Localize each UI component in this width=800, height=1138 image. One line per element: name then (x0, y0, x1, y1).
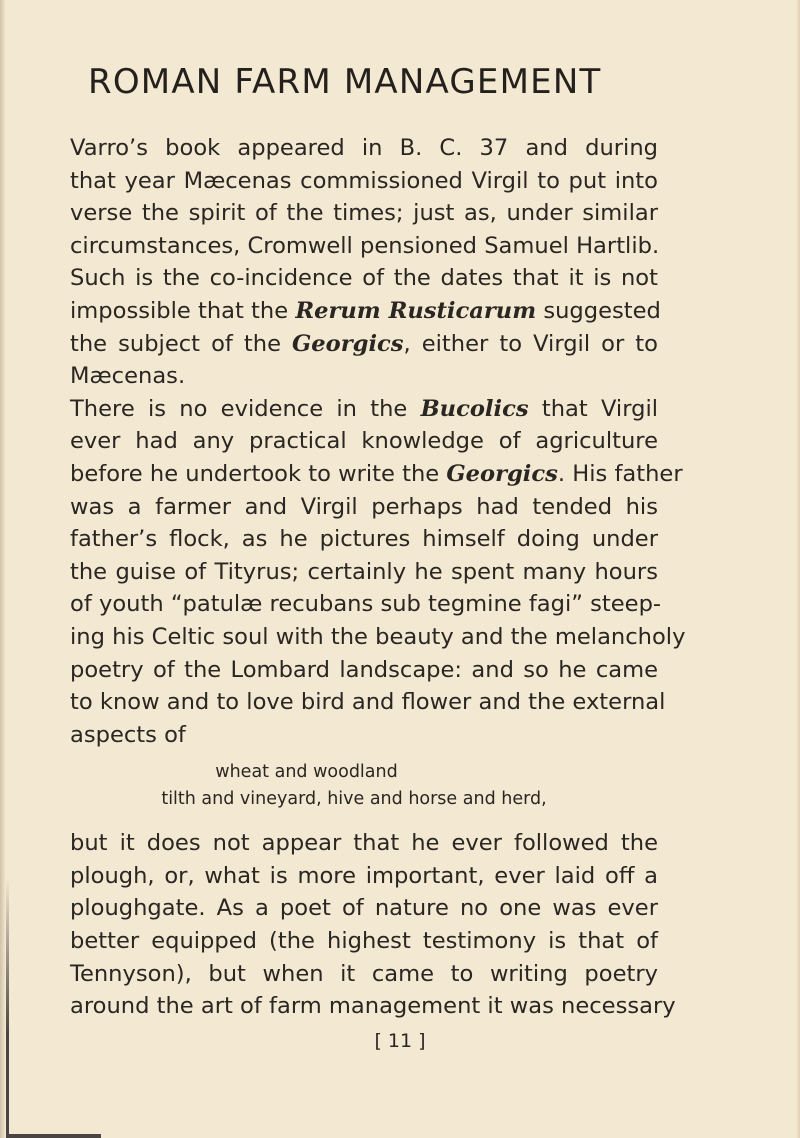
text-line: father’s flock, as he pictures himself doing under (70, 526, 658, 553)
book-title: Georgics (292, 330, 404, 357)
text-line: plough, or, what is more important, ever laid off a (70, 862, 658, 889)
text-line: Varro’s book appeared in B. C. 37 and during (70, 135, 658, 161)
binding-edge (6, 1134, 101, 1138)
text-line: that year Mæcenas commissioned Virgil to put into (70, 167, 658, 194)
text-line: was a farmer and Virgil perhaps had tended his (70, 493, 658, 520)
text-line: circumstances, Cromwell pensioned Samuel Hartlib. (70, 232, 660, 259)
text-line: Mæcenas. (70, 363, 186, 390)
page-number: [ 11 ] (374, 1030, 426, 1052)
text-line: aspects of (70, 721, 186, 748)
book-title: Rerum Rusticarum (295, 297, 537, 324)
text-line: ploughgate. As a poet of nature no one was ever (70, 895, 658, 922)
text-line: verse the spirit of the times; just as, under similar (70, 200, 658, 227)
text-line: but it does not appear that he ever followed the (70, 830, 658, 857)
text-line: Tennyson), but when it came to writing poetry (70, 960, 658, 987)
text-line: There is no evidence in the Bucolics that Virgil (70, 395, 659, 422)
verse-quotation (70, 759, 658, 813)
text-line: Such is the co-incidence of the dates that it is not (70, 265, 658, 292)
text-line: ever had any practical knowledge of agriculture (70, 428, 658, 455)
text-line: better equipped (the highest testimony is that of (70, 928, 658, 955)
running-header: ROMAN FARM MANAGEMENT (88, 62, 602, 102)
body-text (70, 132, 686, 1023)
text-line: to know and to love bird and flower and the external (70, 689, 666, 716)
text-line: around the art of farm management it was necessary (70, 993, 676, 1020)
text-line: poetry of the Lombard landscape: and so he came (70, 656, 658, 683)
text-line: before he undertook to write the Georgics. His father (70, 460, 683, 487)
verse-line: tilth and vineyard, hive and horse and herd, (161, 789, 547, 810)
text-line: ing his Celtic soul with the beauty and the melancholy (70, 623, 686, 650)
text-line: the subject of the Georgics, either to Virgil or to (70, 330, 658, 357)
text-line: of youth “patulæ recubans sub tegmine fagi” steep- (70, 591, 662, 618)
text-line: the guise of Tityrus; certainly he spent many hours (70, 558, 658, 585)
book-title: Georgics (446, 460, 558, 487)
book-title: Bucolics (420, 395, 529, 422)
binding-shadow (6, 878, 9, 1138)
page-edge-right (796, 0, 800, 1138)
page-edge-left (0, 0, 5, 1138)
verse-line: wheat and woodland (215, 762, 398, 783)
text-line: impossible that the Rerum Rusticarum suggested (70, 297, 661, 324)
